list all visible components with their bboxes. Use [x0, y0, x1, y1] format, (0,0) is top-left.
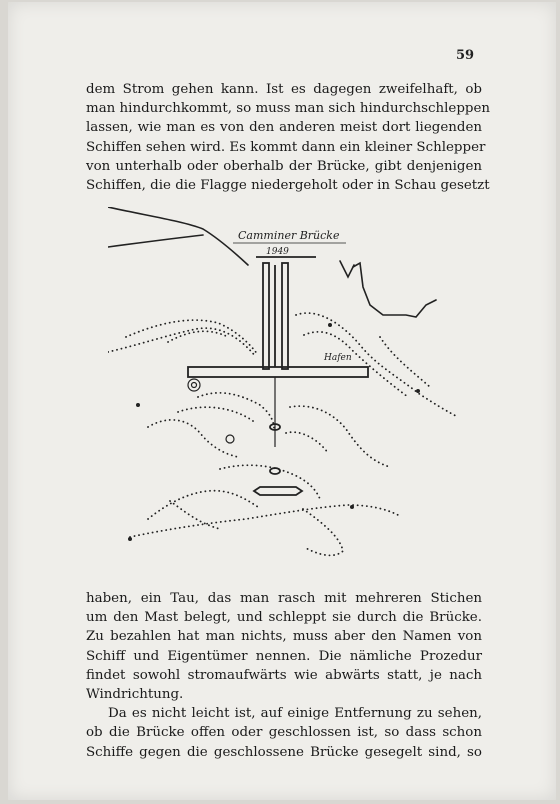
text-line: Da es nicht leicht ist, auf einige Entfernung zu sehen,	[108, 706, 482, 722]
bridge-sketch-map	[108, 207, 458, 567]
depth-mark	[128, 537, 132, 541]
depth-contour	[380, 337, 430, 387]
text-line: lassen, wie man es von den anderen meist dort liegenden	[86, 120, 482, 136]
depth-contour	[148, 491, 258, 519]
depth-contour	[108, 328, 256, 357]
text-line: Schiffen sehen wird. Es kommt dann ein kleiner Schlepper	[86, 139, 486, 155]
text-line: Schiffe gegen die geschlossene Brücke gesegelt sind, so	[86, 744, 482, 760]
shoreline-left-lower	[108, 235, 203, 247]
swing-pontoon	[254, 487, 302, 495]
depth-contour	[170, 501, 220, 529]
bottom-paragraph	[86, 589, 482, 762]
depth-contour	[304, 332, 408, 397]
depth-ring	[226, 435, 234, 443]
text-line: von unterhalb oder oberhalb der Brücke, gibt denjenigen	[86, 158, 482, 174]
bridge-pier-left	[263, 263, 269, 369]
depth-contour	[303, 509, 343, 555]
map-year: 1949	[266, 247, 289, 257]
shoreline-left	[108, 207, 248, 265]
text-line: Schiff und Eigentümer nennen. Die nämliche Prozedur	[86, 648, 482, 664]
text-line: man hindurchkommt, so muss man sich hindurchschleppen	[86, 101, 491, 117]
text-line: findet sowohl stromaufwärts wie abwärts statt, je nach	[86, 667, 482, 683]
depth-contour	[296, 313, 458, 417]
text-line: um den Mast belegt, und schleppt sie durch die Brücke.	[86, 610, 482, 626]
text-line: dem Strom gehen kann. Ist es dagegen zweifelhaft, ob	[86, 82, 482, 97]
shoreline-right	[353, 263, 436, 317]
depth-contour	[130, 505, 398, 537]
depth-contour	[126, 320, 258, 355]
depth-contour	[286, 432, 328, 453]
bridge-pier-right	[282, 263, 288, 369]
book-page	[8, 2, 556, 800]
text-line: haben, ein Tau, das man rasch mit mehreren Stichen	[86, 591, 482, 606]
depth-contour	[178, 407, 253, 421]
depth-mark	[416, 389, 420, 393]
text-line: ob die Brücke offen oder geschlossen ist, so dass schon	[86, 725, 482, 741]
page-number: 59	[456, 48, 475, 63]
depth-mark	[136, 403, 140, 407]
depth-ring	[188, 379, 200, 391]
depth-mark	[350, 505, 354, 509]
text-line: Schiffen, die die Flagge niedergeholt oder in Schau gesetzt	[86, 178, 490, 194]
depth-contour	[148, 420, 238, 457]
map-title: Camminer Brücke	[238, 229, 340, 242]
depth-contour	[198, 393, 274, 429]
shoreline-right-hook	[340, 261, 354, 277]
depth-contour	[168, 331, 228, 342]
depth-contour	[290, 406, 390, 467]
top-paragraph	[86, 80, 491, 195]
quay-crossbar	[188, 367, 368, 377]
text-line: Windrichtung.	[86, 687, 184, 703]
text-line: Zu bezahlen hat man nichts, muss aber den Namen von	[86, 629, 482, 645]
label-hafen: Hafen	[324, 353, 352, 363]
depth-ring	[192, 383, 197, 388]
depth-mark	[328, 323, 332, 327]
